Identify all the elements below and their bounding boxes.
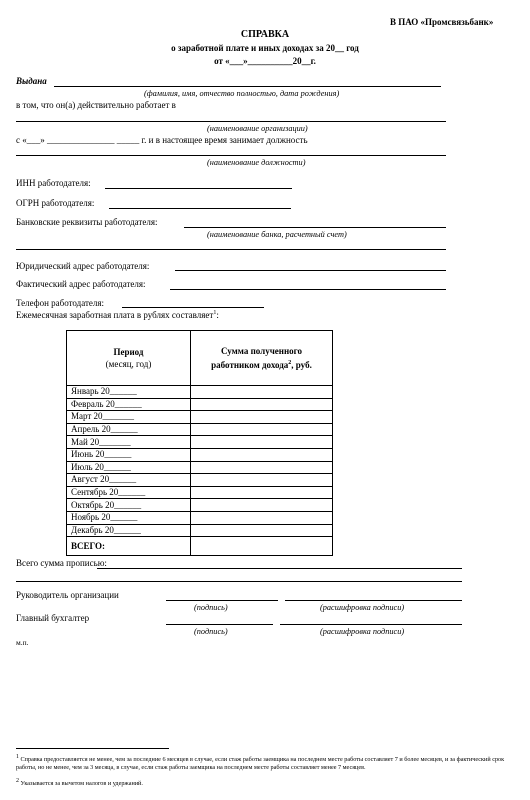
table-row (67, 524, 333, 537)
head-decoding-hint: (расшифровка подписи) (320, 603, 405, 612)
bank-details-label: Банковские реквизиты работодателя: (16, 217, 158, 227)
accountant-label: Главный бухгалтер (16, 613, 90, 623)
position-hint: (наименование должности) (207, 158, 306, 167)
amount-cell[interactable] (191, 448, 333, 461)
table-header-row (67, 331, 333, 386)
actual-address-label: Фактический адрес работодателя: (16, 279, 146, 289)
monthly-salary-label: Ежемесячная заработная плата в рублях составляет$^1$: (16, 310, 219, 320)
head-label: Руководитель организации (16, 590, 119, 600)
period-cell: Июль 20______ (67, 461, 191, 474)
employment-start-line: с «___» _______________ _____ г. и в настоящее время занимает должность (16, 135, 308, 145)
head-signature-hint: (подпись) (194, 603, 228, 612)
position-field[interactable] (16, 155, 446, 156)
phone-field[interactable] (122, 307, 264, 308)
period-cell: Январь 20______ (67, 386, 191, 399)
amount-cell[interactable] (191, 398, 333, 411)
actual-address-field[interactable] (170, 289, 446, 290)
total-amount-cell[interactable] (191, 537, 333, 556)
amount-cell[interactable] (191, 411, 333, 424)
table-row (67, 411, 333, 424)
bank-details-field[interactable] (184, 227, 446, 228)
head-signature-field[interactable] (166, 600, 278, 601)
inn-label: ИНН работодателя: (16, 178, 91, 188)
income-table (66, 330, 333, 556)
amount-cell[interactable] (191, 474, 333, 487)
amount-header: Сумма полученного работником дохода$^2$, руб. (191, 331, 333, 386)
period-cell: Апрель 20______ (67, 423, 191, 436)
amount-cell[interactable] (191, 436, 333, 449)
amount-cell[interactable] (191, 499, 333, 512)
period-cell: Октябрь 20______ (67, 499, 191, 512)
accountant-signature-hint: (подпись) (194, 627, 228, 636)
table-row (67, 499, 333, 512)
amount-cell[interactable] (191, 524, 333, 537)
accountant-signature-field[interactable] (166, 624, 273, 625)
document-title: СПРАВКА (240, 29, 290, 40)
ogrn-field[interactable] (109, 208, 291, 209)
organization-hint: (наименование организации) (207, 124, 308, 133)
stamp-place: м.п. (16, 638, 29, 647)
amount-cell[interactable] (191, 461, 333, 474)
ogrn-label: ОГРН работодателя: (16, 198, 95, 208)
issued-label: Выдана (16, 76, 47, 86)
footnote-divider (16, 748, 169, 749)
period-cell: Декабрь 20______ (67, 524, 191, 537)
table-row (67, 486, 333, 499)
period-cell: Ноябрь 20______ (67, 511, 191, 524)
legal-address-label: Юридический адрес работодателя: (16, 261, 150, 271)
table-row (67, 474, 333, 487)
accountant-decoding-field[interactable] (280, 624, 462, 625)
fio-hint: (фамилия, имя, отчество полностью, дата рождения) (144, 89, 340, 98)
table-row (67, 511, 333, 524)
table-total-row (67, 537, 333, 556)
bank-name: В ПАО «Промсвязьбанк» (390, 17, 494, 27)
footnote-ref-1: 1 (213, 310, 217, 316)
fio-field[interactable] (54, 86, 441, 87)
document-subtitle-date: от «___»__________20__г. (214, 56, 316, 66)
table-row (67, 423, 333, 436)
period-cell: Февраль 20______ (67, 398, 191, 411)
table-row (67, 386, 333, 399)
total-label-cell: ВСЕГО: (67, 537, 191, 556)
bank-details-field-2[interactable] (16, 249, 446, 250)
footnote-1: $^1$ Справка предоставляется не менее, чем за последние 6 месяцев в случае, если стаж работы заемщика на последнем месте работы составляет 7 и более месяцев, и за фактический срок работы, но не менее, чем за 3 месяца, в случае, если стаж работы заемщика на последнем месте работы составляет менее 7 месяцев. (16, 754, 505, 771)
period-cell: Март 20_______ (67, 411, 191, 424)
table-row (67, 398, 333, 411)
table-row (67, 448, 333, 461)
organization-field[interactable] (16, 121, 446, 122)
footnote-2: $^2$ Указывается за вычетом налогов и удержаний. (16, 778, 143, 788)
period-cell: Июнь 20______ (67, 448, 191, 461)
legal-address-field[interactable] (175, 270, 446, 271)
total-words-label: Всего сумма прописью: (16, 558, 107, 568)
amount-cell[interactable] (191, 486, 333, 499)
inn-field[interactable] (105, 188, 292, 189)
phone-label: Телефон работодателя: (16, 298, 105, 308)
total-words-field[interactable] (97, 568, 462, 569)
amount-cell[interactable] (191, 386, 333, 399)
total-words-field-2[interactable] (16, 581, 462, 582)
footnote-ref-2: 2 (288, 360, 292, 366)
table-row (67, 436, 333, 449)
period-cell: Сентябрь 20______ (67, 486, 191, 499)
period-cell: Август 20______ (67, 474, 191, 487)
table-row (67, 461, 333, 474)
amount-cell[interactable] (191, 511, 333, 524)
head-decoding-field[interactable] (285, 600, 462, 601)
document-subtitle-period: о заработной плате и иных доходах за 20__ год (171, 43, 359, 53)
works-at-label: в том, что он(а) действительно работает в (16, 100, 176, 110)
amount-cell[interactable] (191, 423, 333, 436)
period-header: Период (месяц, год) (67, 331, 191, 386)
bank-details-hint: (наименование банка, расчетный счет) (207, 230, 347, 239)
period-cell: Май 20_______ (67, 436, 191, 449)
accountant-decoding-hint: (расшифровка подписи) (320, 627, 405, 636)
